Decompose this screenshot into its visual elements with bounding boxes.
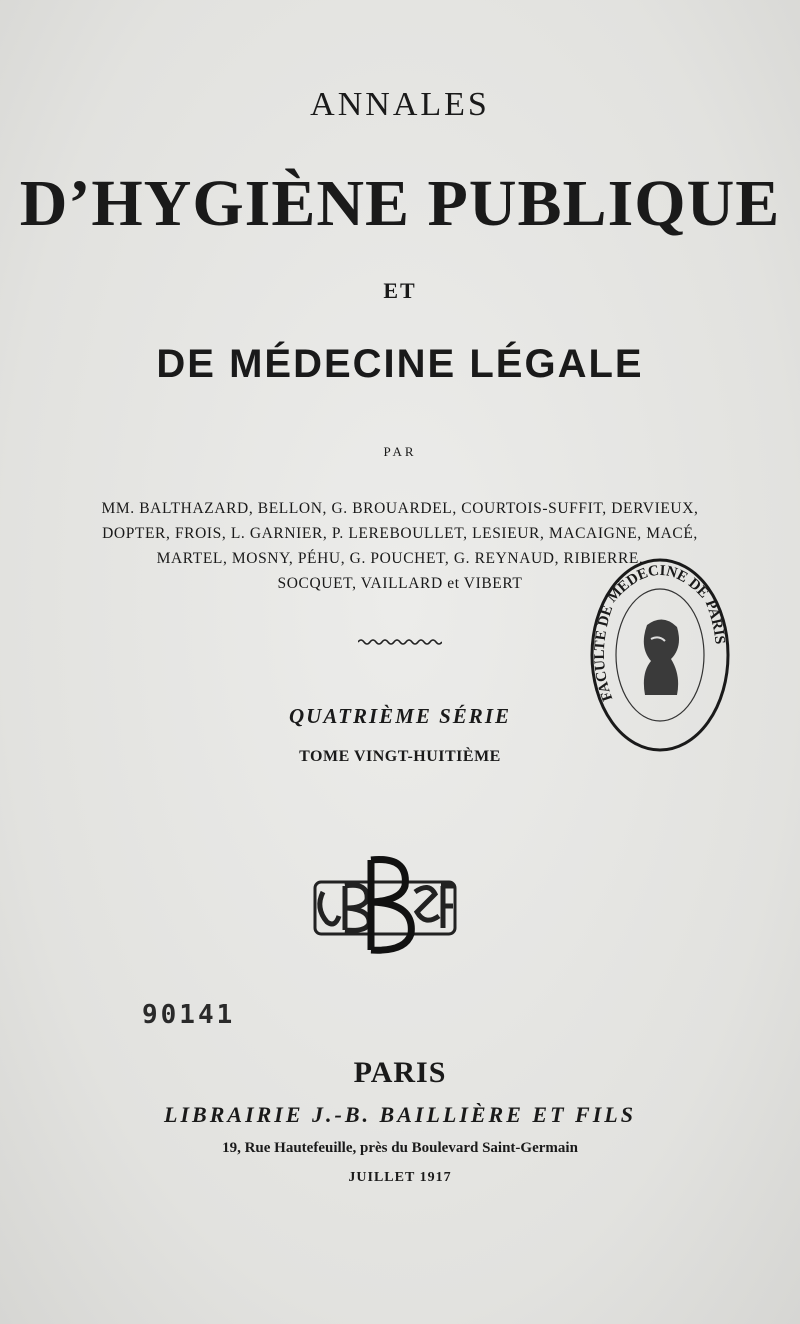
imprint-date: JUILLET 1917 xyxy=(348,1170,452,1185)
by-label: PAR xyxy=(383,444,417,459)
shelf-mark: 90141 xyxy=(142,1000,236,1030)
imprint-address: 19, Rue Hautefeuille, près du Boulevard Saint-Germain xyxy=(222,1140,578,1156)
authors-line-2: DOPTER, FROIS, L. GARNIER, P. LEREBOULLET, LESIEUR, MACAIGNE, MACÉ, xyxy=(102,525,698,542)
series-heading: ANNALES xyxy=(310,86,490,123)
main-title: D’HYGIÈNE PUBLIQUE xyxy=(19,167,781,240)
title-conjunction: ET xyxy=(383,278,417,303)
publisher-monogram-icon xyxy=(305,852,465,958)
authors-line-3: MARTEL, MOSNY, PÉHU, G. POUCHET, G. REYNAUD, RIBIERRE, xyxy=(156,550,644,567)
series-label: QUATRIÈME SÉRIE xyxy=(289,704,511,728)
authors-line-1: MM. BALTHAZARD, BELLON, G. BROUARDEL, COURTOIS-SUFFIT, DERVIEUX, xyxy=(101,500,699,517)
sub-title: DE MÉDECINE LÉGALE xyxy=(156,342,644,386)
volume-label: TOME VINGT-HUITIÈME xyxy=(299,748,501,765)
stamp-text: FACULTÉ DE MÉDECINE DE PARIS xyxy=(591,562,728,704)
imprint-publisher: LIBRAIRIE J.-B. BAILLIÈRE ET FILS xyxy=(164,1102,636,1127)
library-stamp-icon xyxy=(585,555,735,760)
authors-line-4: SOCQUET, VAILLARD et VIBERT xyxy=(277,575,523,592)
imprint-city: PARIS xyxy=(353,1056,447,1089)
